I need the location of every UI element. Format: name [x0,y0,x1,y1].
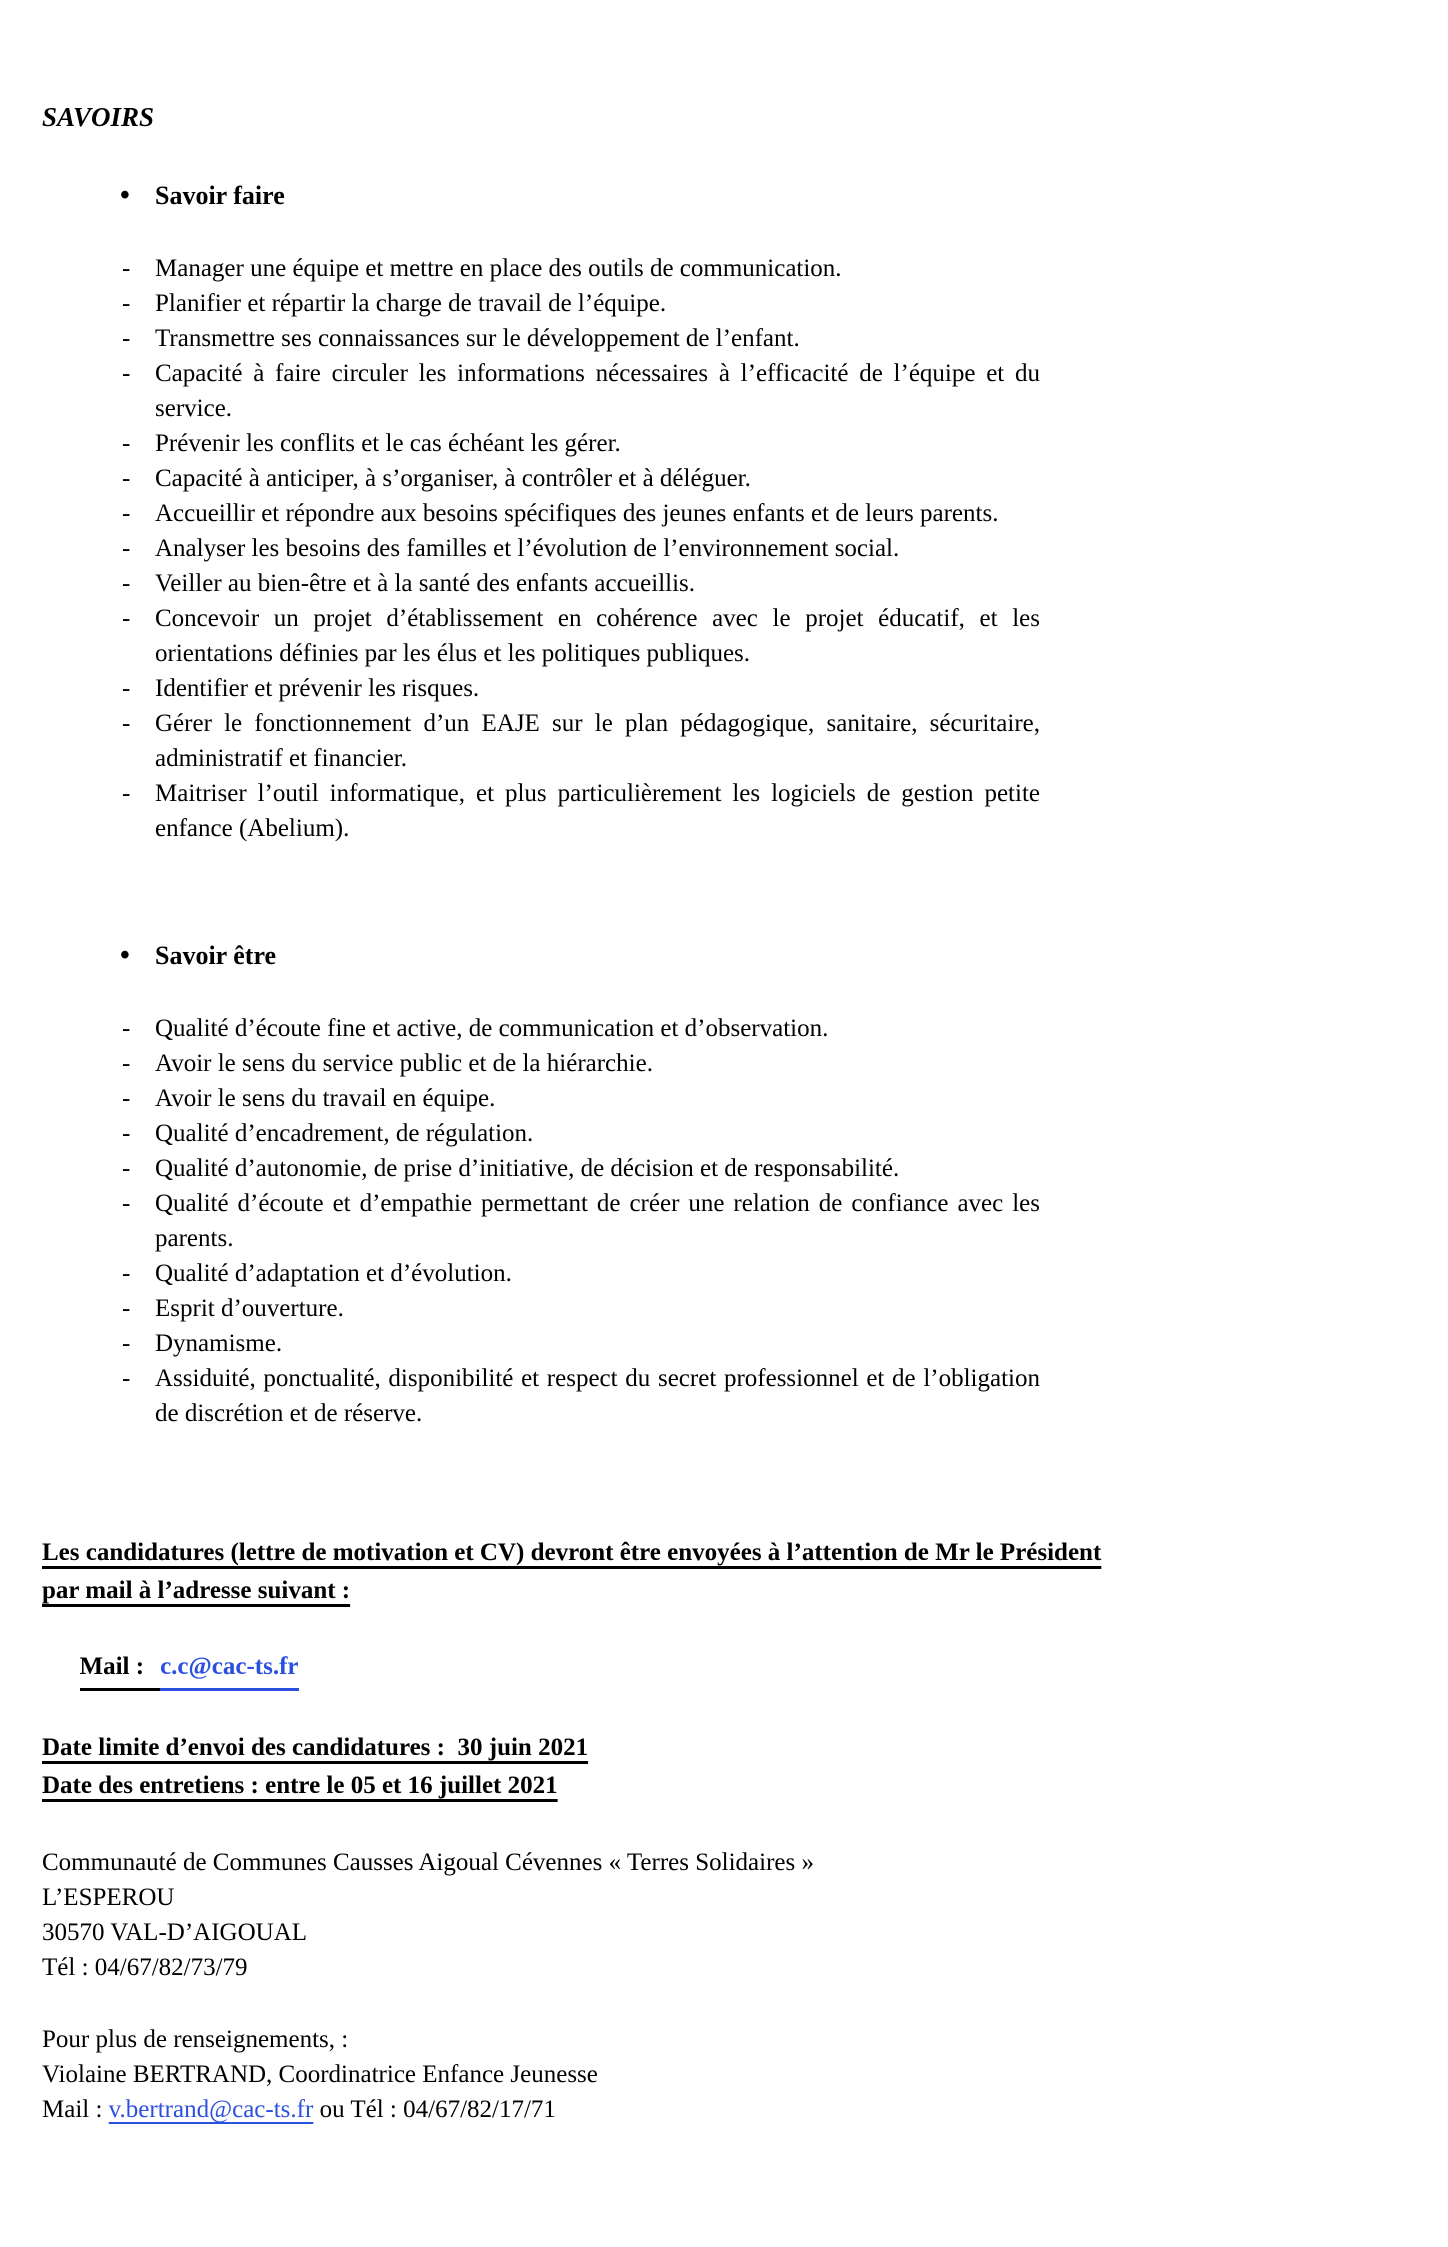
savoir-faire-list [120,251,1040,846]
list-item: - Avoir le sens du travail en équipe. [120,1081,1040,1116]
list-item: - Maitriser l’outil informatique, et plus particulièrement les logiciels de gestion petite enfance (Abelium). [120,776,1040,846]
organisation-place: L’ESPEROU [42,1884,175,1911]
organisation-address [42,1845,1042,1985]
section-heading-savoir-faire: • Savoir faire [120,178,1042,213]
list-item: - Qualité d’encadrement, de régulation. [120,1116,1040,1151]
contact-email-link[interactable]: v.bertrand@cac-ts.fr [108,2096,314,2123]
application-email-link[interactable]: c.c@cac-ts.fr [160,1648,298,1691]
list-item: - Qualité d’écoute fine et active, de communication et d’observation. [120,1011,1040,1046]
contact-info [42,2022,1042,2127]
contact-phone: ou Tél : 04/67/82/17/71 [313,2096,556,2123]
application-deadline: Date limite d’envoi des candidatures : 30 juin 2021 [42,1734,589,1761]
mail-label: Mail : [80,1648,161,1691]
section-heading-savoir-etre: • Savoir être [120,938,1042,973]
organisation-name: Communauté de Communes Causses Aigoual Cévennes « Terres Solidaires » [42,1849,814,1876]
list-item: - Planifier et répartir la charge de travail de l’équipe. [120,286,1040,321]
list-item: - Capacité à anticiper, à s’organiser, à contrôler et à déléguer. [120,461,1040,496]
list-item: - Identifier et prévenir les risques. [120,671,1040,706]
application-line-2: par mail à l’adresse suivant : [42,1577,351,1604]
savoir-etre-list [120,1011,1040,1431]
list-item: - Transmettre ses connaissances sur le développement de l’enfant. [120,321,1040,356]
document-page [42,100,1102,2127]
contact-mail-label: Mail : [42,2096,109,2123]
contact-intro: Pour plus de renseignements, : [42,2026,349,2053]
list-item: - Avoir le sens du service public et de la hiérarchie. [120,1046,1040,1081]
application-interview-dates: Date des entretiens : entre le 05 et 16 juillet 2021 [42,1772,558,1799]
list-item: - Manager une équipe et mettre en place des outils de communication. [120,251,1040,286]
organisation-city: 30570 VAL-D’AIGOUAL [42,1919,308,1946]
application-notice [42,1534,1102,1805]
list-item: - Capacité à faire circuler les informations nécessaires à l’efficacité de l’équipe et du service. [120,356,1040,426]
list-item: - Esprit d’ouverture. [120,1291,1040,1326]
application-mail-line [42,1610,1042,1729]
list-item: - Qualité d’adaptation et d’évolution. [120,1256,1040,1291]
list-item: - Dynamisme. [120,1326,1040,1361]
list-item: - Qualité d’autonomie, de prise d’initiative, de décision et de responsabilité. [120,1151,1040,1186]
list-item: - Prévenir les conflits et le cas échéant les gérer. [120,426,1040,461]
list-item: - Analyser les besoins des familles et l’évolution de l’environnement social. [120,531,1040,566]
organisation-phone: Tél : 04/67/82/73/79 [42,1954,248,1981]
list-item: - Veiller au bien-être et à la santé des enfants accueillis. [120,566,1040,601]
contact-mail-line [42,2092,1042,2127]
contact-person: Violaine BERTRAND, Coordinatrice Enfance Jeunesse [42,2061,598,2088]
list-item: - Assiduité, ponctualité, disponibilité et respect du secret professionnel et de l’obligation de discrétion et de réserve. [120,1361,1040,1431]
list-item: - Concevoir un projet d’établissement en cohérence avec le projet éducatif, et les orientations définies par les élus et les politiques publiques. [120,601,1040,671]
application-line-1: Les candidatures (lettre de motivation et CV) devront être envoyées à l’attention de Mr le Président [42,1539,1102,1566]
page-title: SAVOIRS [42,102,155,132]
list-item: - Qualité d’écoute et d’empathie permettant de créer une relation de confiance avec les parents. [120,1186,1040,1256]
list-item: - Gérer le fonctionnement d’un EAJE sur le plan pédagogique, sanitaire, sécuritaire, administratif et financier. [120,706,1040,776]
list-item: - Accueillir et répondre aux besoins spécifiques des jeunes enfants et de leurs parents. [120,496,1040,531]
